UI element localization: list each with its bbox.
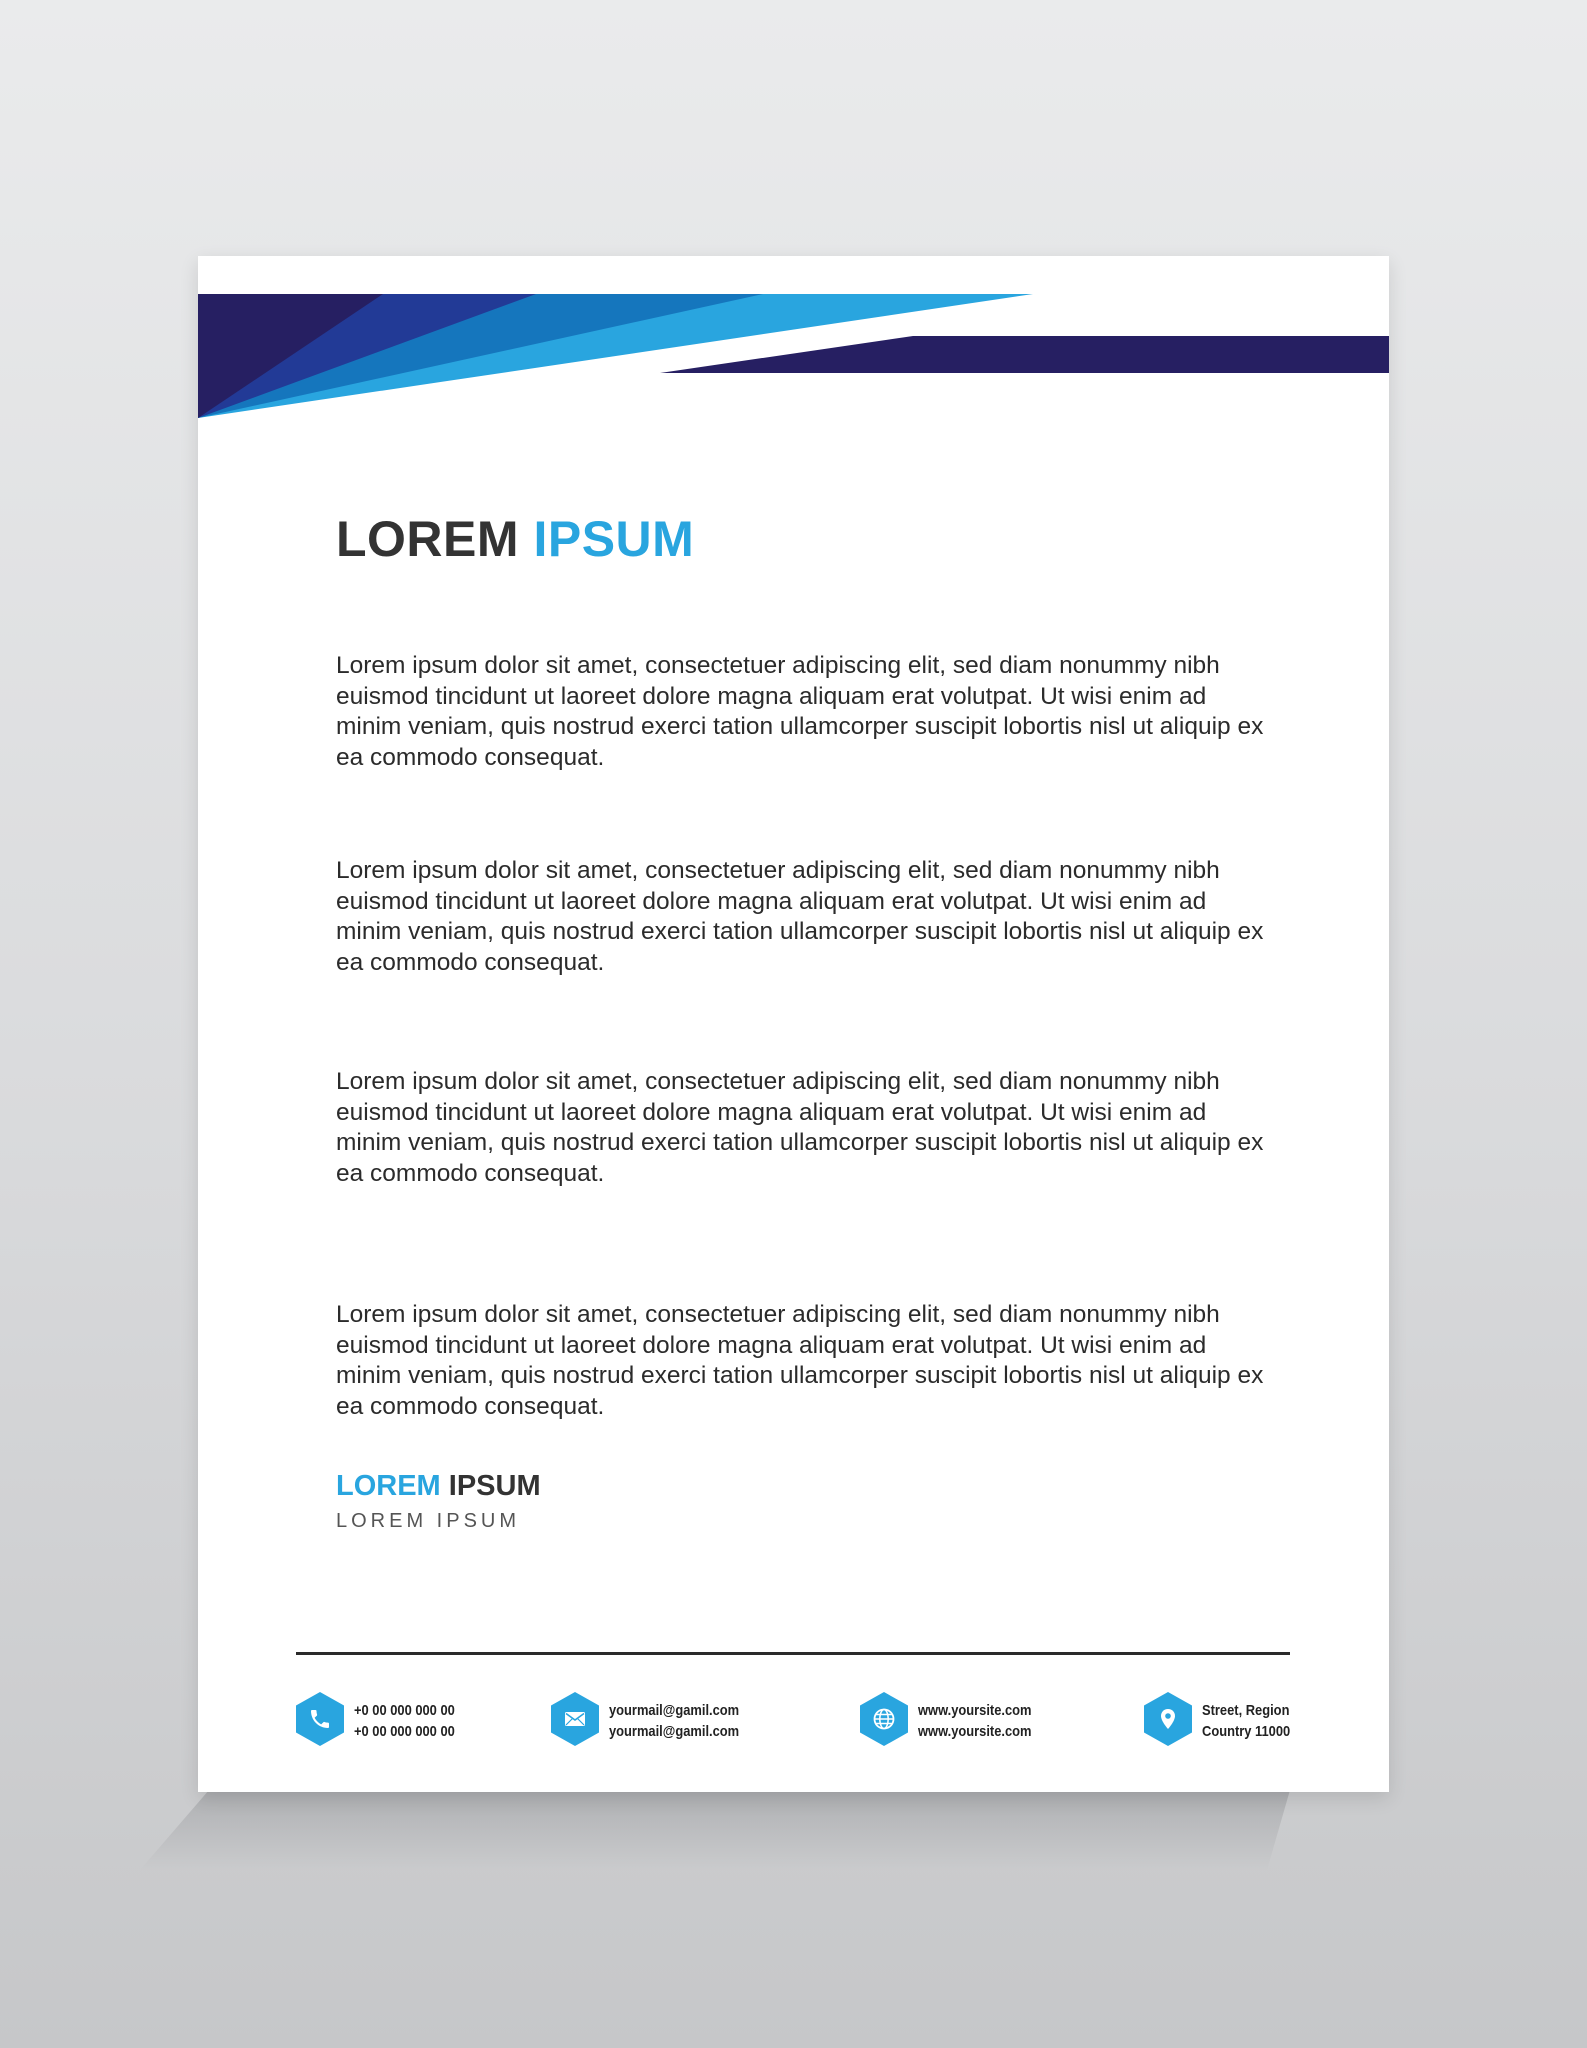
- phone-text: [354, 1700, 455, 1742]
- email-text: [609, 1700, 739, 1742]
- body-paragraph: Lorem ipsum dolor sit amet, consectetuer adipiscing elit, sed diam nonummy nibh euismod tincidunt ut laoreet dolore magna aliquam erat volutpat. Ut wisi enim ad minim veniam, quis nostrud exerci tation ullamcorper suscipit lobortis nisl ut aliquip ex ea commodo consequat.: [336, 1068, 1264, 1187]
- address-line-1: Street, Region: [1202, 1702, 1290, 1719]
- phone-line-1: +0 00 000 000 00: [354, 1702, 455, 1719]
- title-word-blue: IPSUM: [533, 511, 695, 567]
- email-line-1: yourmail@gamil.com: [609, 1702, 740, 1719]
- website-line-1: www.yoursite.com: [918, 1702, 1032, 1719]
- address-line-2: Country 11000: [1202, 1723, 1291, 1740]
- body-paragraph: Lorem ipsum dolor sit amet, consectetuer adipiscing elit, sed diam nonummy nibh euismod tincidunt ut laoreet dolore magna aliquam erat volutpat. Ut wisi enim ad minim veniam, quis nostrud exerci tation ullamcorper suscipit lobortis nisl ut aliquip ex ea commodo consequat.: [336, 652, 1264, 771]
- signature-name: [336, 1472, 541, 1501]
- envelope-icon: [551, 1692, 599, 1746]
- address-text: [1202, 1700, 1290, 1742]
- body-paragraph: Lorem ipsum dolor sit amet, consectetuer adipiscing elit, sed diam nonummy nibh euismod tincidunt ut laoreet dolore magna aliquam erat volutpat. Ut wisi enim ad minim veniam, quis nostrud exerci tation ullamcorper suscipit lobortis nisl ut aliquip ex ea commodo consequat.: [336, 857, 1264, 976]
- phone-line-2: +0 00 000 000 00: [354, 1723, 455, 1740]
- footer-divider: [296, 1652, 1290, 1655]
- phone-icon: [296, 1692, 344, 1746]
- letterhead-page: [198, 256, 1389, 1792]
- location-pin-icon: [1144, 1692, 1192, 1746]
- page-title: [336, 511, 695, 567]
- website-line-2: www.yoursite.com: [918, 1723, 1032, 1740]
- body-paragraph: Lorem ipsum dolor sit amet, consectetuer adipiscing elit, sed diam nonummy nibh euismod tincidunt ut laoreet dolore magna aliquam erat volutpat. Ut wisi enim ad minim veniam, quis nostrud exerci tation ullamcorper suscipit lobortis nisl ut aliquip ex ea commodo consequat.: [336, 1301, 1264, 1420]
- title-word-dark: LOREM: [336, 511, 520, 567]
- header-decoration: [198, 256, 1389, 436]
- signature-subtitle: LOREM IPSUM: [336, 1510, 521, 1532]
- signature-word-blue: LOREM: [336, 1470, 441, 1502]
- page-shadow: [140, 1790, 1290, 1870]
- globe-icon: [860, 1692, 908, 1746]
- website-text: [918, 1700, 1032, 1742]
- signature-word-dark: IPSUM: [448, 1470, 541, 1502]
- email-line-2: yourmail@gamil.com: [609, 1723, 740, 1740]
